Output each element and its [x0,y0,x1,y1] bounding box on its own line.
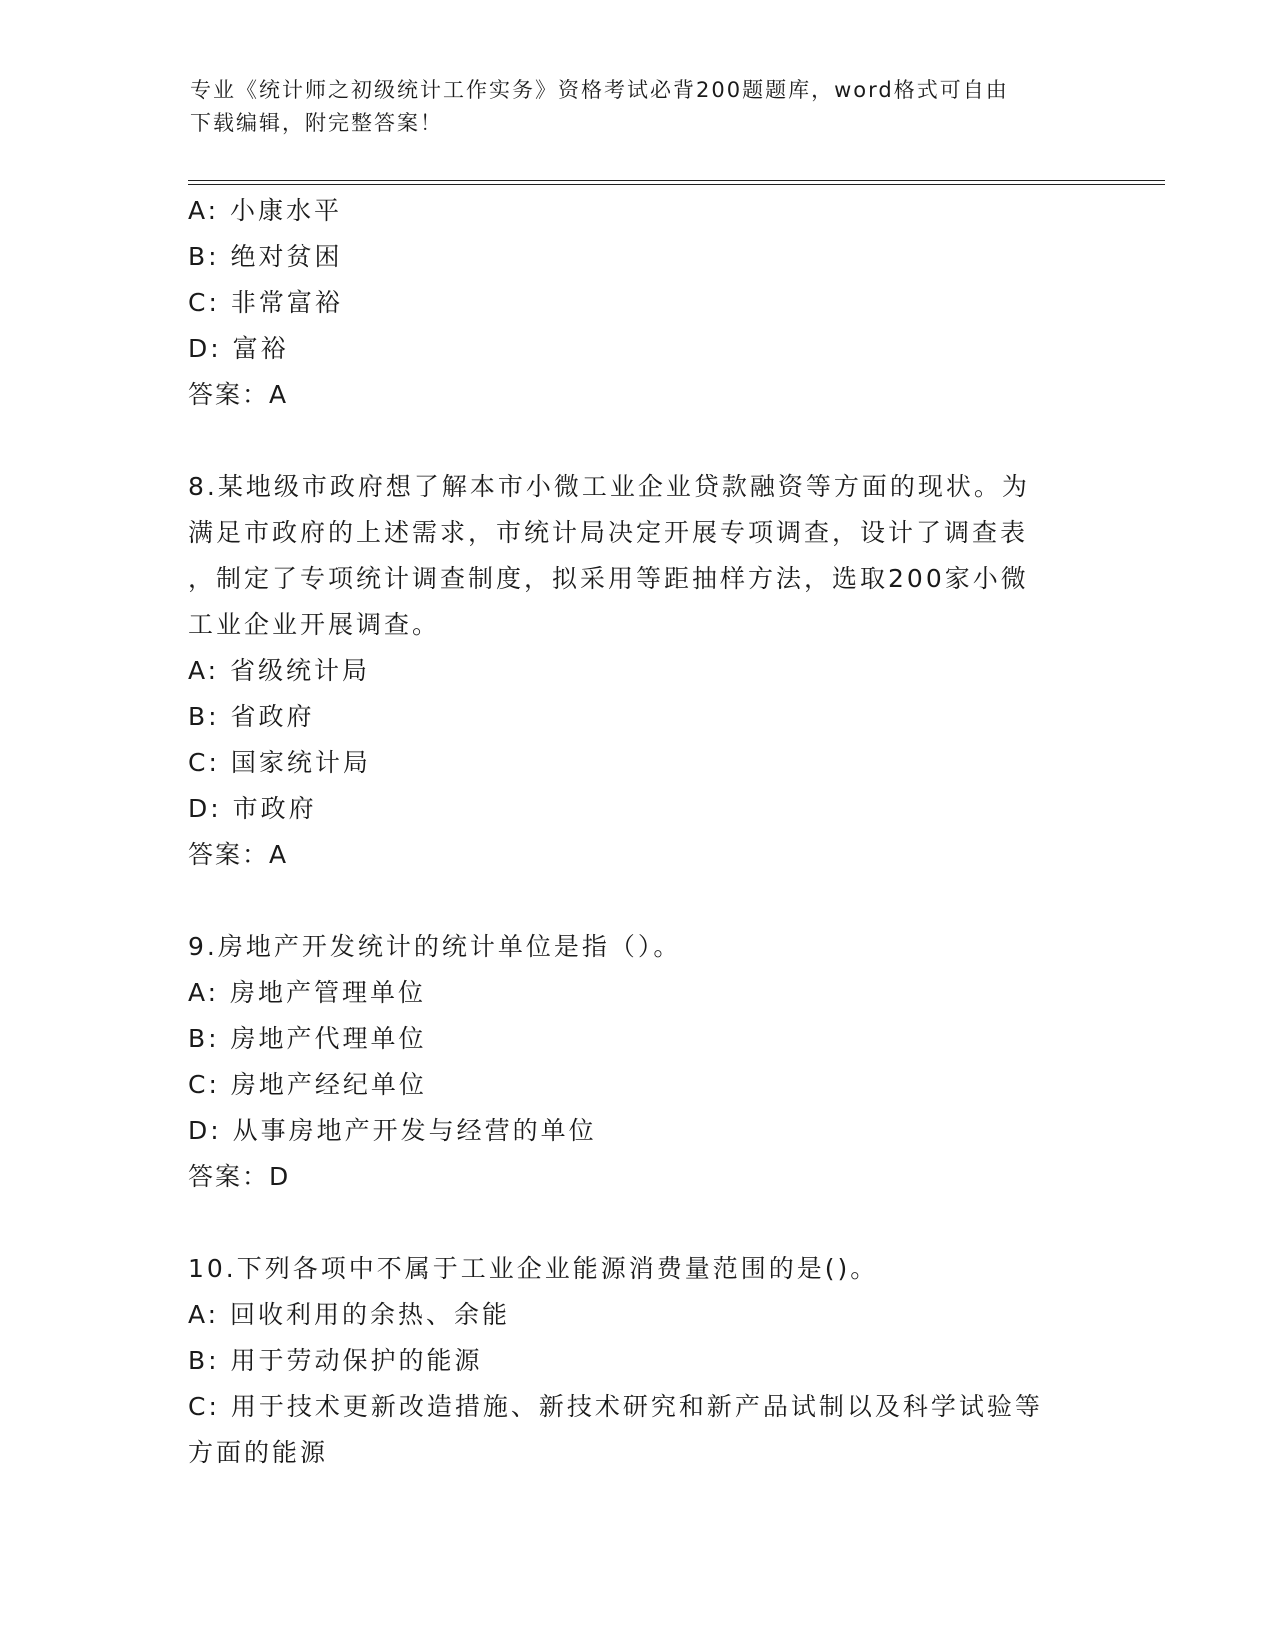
question-stem-line-4: 工业企业开展调查。 [188,610,441,639]
option-b: B: 省政府 [188,702,315,731]
answer: 答案：A [188,380,289,409]
spacer [188,1200,1088,1246]
question-7 [188,188,1088,418]
question-list [188,188,1088,1476]
header-divider-bottom [188,184,1165,185]
document-header [190,74,1090,140]
answer: 答案：D [188,1162,291,1191]
question-stem: 9.房地产开发统计的统计单位是指（）。 [188,932,682,961]
question-stem-line-3: ，制定了专项统计调查制度，拟采用等距抽样方法，选取200家小微 [188,564,1029,593]
header-divider-top [188,180,1165,181]
question-stem-line-1: 8.某地级市政府想了解本市小微工业企业贷款融资等方面的现状。为 [188,472,1030,501]
option-a: A: 省级统计局 [188,656,371,685]
option-b: B: 房地产代理单位 [188,1024,427,1053]
option-c: C: 国家统计局 [188,748,371,777]
question-8 [188,464,1088,878]
option-c: C: 房地产经纪单位 [188,1070,427,1099]
question-stem: 10.下列各项中不属于工业企业能源消费量范围的是()。 [188,1254,879,1283]
spacer [188,418,1088,464]
option-a: A: 回收利用的余热、余能 [188,1300,511,1329]
option-b: B: 绝对贫困 [188,242,343,271]
spacer [188,878,1088,924]
header-title-line-2: 下载编辑，附完整答案！ [190,111,443,135]
answer: 答案：A [188,840,289,869]
option-c-line-2: 方面的能源 [188,1438,329,1467]
option-a: A: 小康水平 [188,196,343,225]
header-title-line-1: 专业《统计师之初级统计工作实务》资格考试必背200题题库，word格式可自由 [190,78,1009,102]
option-c-line-1: C: 用于技术更新改造措施、新技术研究和新产品试制以及科学试验等 [188,1392,1043,1421]
option-a: A: 房地产管理单位 [188,978,427,1007]
option-d: D: 市政府 [188,794,317,823]
question-stem-line-2: 满足市政府的上述需求，市统计局决定开展专项调查，设计了调查表 [188,518,1029,547]
option-c: C: 非常富裕 [188,288,343,317]
option-b: B: 用于劳动保护的能源 [188,1346,483,1375]
option-d: D: 富裕 [188,334,289,363]
question-10 [188,1246,1088,1476]
option-d: D: 从事房地产开发与经营的单位 [188,1116,597,1145]
question-9 [188,924,1088,1200]
